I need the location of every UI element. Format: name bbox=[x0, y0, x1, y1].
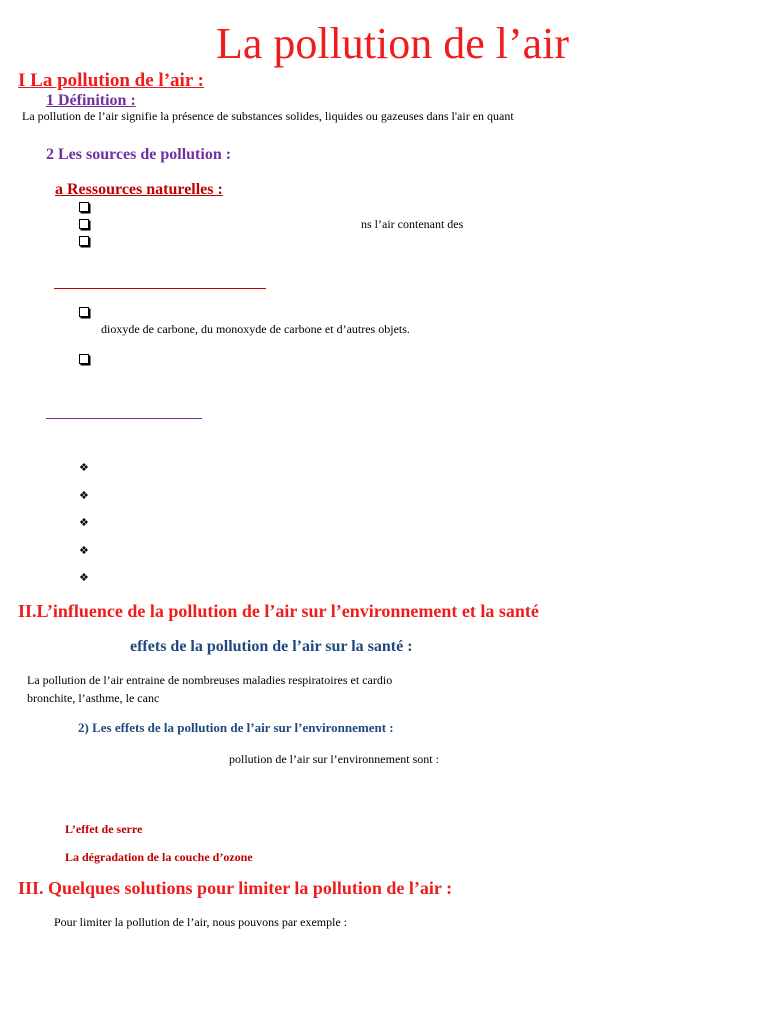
checkbox-bullet-5 bbox=[79, 354, 89, 364]
checkbox-bullet-4 bbox=[79, 307, 89, 317]
sources-heading: 2 Les sources de pollution : bbox=[46, 146, 232, 163]
blank-heading-underline-red bbox=[54, 288, 266, 289]
health-effects-line-2: bronchite, l’asthme, le canc bbox=[27, 691, 160, 705]
diamond-bullet-1: ❖ bbox=[79, 462, 89, 474]
health-effects-heading: effets de la pollution de l’air sur la santé : bbox=[130, 638, 413, 655]
checkbox-bullet-3 bbox=[79, 236, 89, 246]
section-1-heading: I La pollution de l’air : bbox=[18, 70, 204, 91]
solutions-text: Pour limiter la pollution de l’air, nous pouvons par exemple : bbox=[54, 915, 348, 929]
environment-item-greenhouse: L’effet de serre bbox=[65, 822, 143, 836]
page-title: La pollution de l’air bbox=[215, 19, 570, 68]
definition-heading: 1 Définition : bbox=[46, 92, 136, 109]
health-effects-line-1: La pollution de l’air entraine de nombreuses maladies respiratoires et cardio bbox=[27, 673, 393, 687]
section-2-heading: II.L’influence de la pollution de l’air sur l’environnement et la santé bbox=[18, 601, 539, 621]
definition-text: La pollution de l’air signifie la présence de substances solides, liquides ou gazeuses dans l'air en quant bbox=[22, 109, 514, 123]
diamond-bullet-5: ❖ bbox=[79, 572, 89, 584]
environment-effects-fragment: pollution de l’air sur l’environnement sont : bbox=[229, 752, 439, 766]
blank-heading-underline-purple bbox=[46, 418, 202, 419]
natural-sources-heading: a Ressources naturelles : bbox=[55, 181, 223, 198]
checkbox-bullet-2 bbox=[79, 219, 89, 229]
environment-item-ozone: La dégradation de la couche d’ozone bbox=[65, 850, 253, 864]
diamond-bullet-4: ❖ bbox=[79, 545, 89, 557]
human-sources-fragment: dioxyde de carbone, du monoxyde de carbone et d’autres objets. bbox=[101, 322, 410, 336]
diamond-bullet-3: ❖ bbox=[79, 517, 89, 529]
environment-effects-heading: 2) Les effets de la pollution de l’air sur l’environnement : bbox=[78, 720, 394, 735]
checkbox-bullet-1 bbox=[79, 202, 89, 212]
section-3-heading: III. Quelques solutions pour limiter la pollution de l’air : bbox=[18, 878, 453, 898]
natural-sources-fragment: ns l’air contenant des bbox=[361, 217, 464, 231]
diamond-bullet-2: ❖ bbox=[79, 490, 89, 502]
